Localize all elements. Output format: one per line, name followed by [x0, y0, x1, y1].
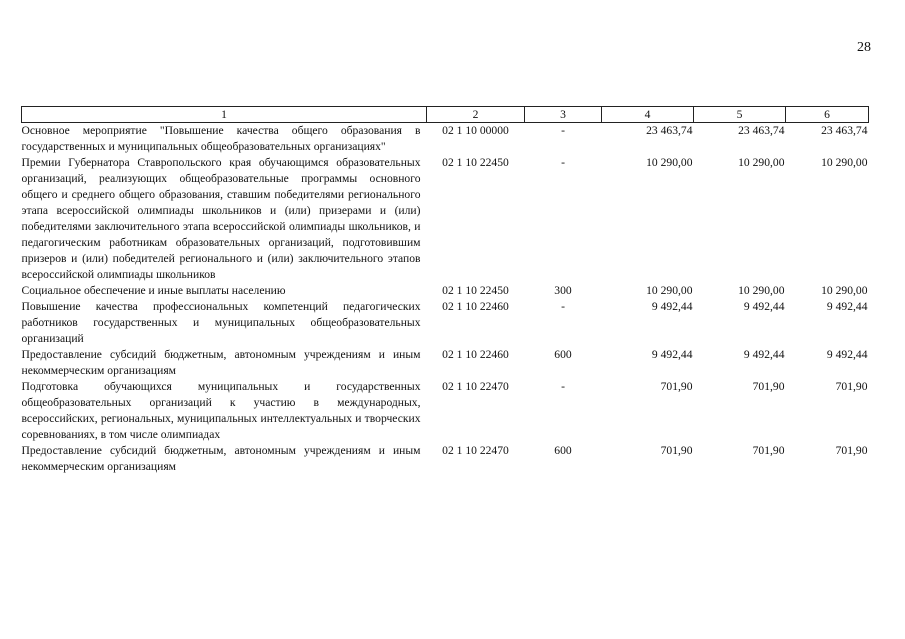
- budget-table: [21, 106, 869, 475]
- row-code: 02 1 10 22470: [442, 444, 509, 457]
- row-code: 02 1 10 00000: [442, 124, 509, 137]
- row-value-5: 701,90: [752, 444, 785, 457]
- row-value-4: 701,90: [660, 380, 693, 393]
- row-kind: -: [561, 300, 565, 313]
- row-code: 02 1 10 22460: [442, 348, 509, 361]
- row-name: Предоставление субсидий бюджетным, автономным учреждениям и иным некоммерческим организациям: [21, 348, 421, 377]
- row-kind: -: [561, 156, 565, 169]
- header-col-1: 1: [22, 107, 427, 123]
- header-col-5: 5: [694, 107, 786, 123]
- row-value-4: 10 290,00: [646, 156, 693, 169]
- row-value-6: 23 463,74: [821, 124, 868, 137]
- table-row: [22, 443, 869, 475]
- table-header: [22, 107, 869, 123]
- row-value-6: 9 492,44: [826, 300, 868, 313]
- row-name: Подготовка обучающихся муниципальных и государственных общеобразовательных организаций к участию в международных, всероссийских, региональных, муниципальных интеллектуальных и творческих соревнованиях, в том числе олимпиадах: [21, 380, 421, 441]
- row-value-5: 23 463,74: [738, 124, 785, 137]
- row-value-5: 9 492,44: [743, 300, 785, 313]
- row-value-6: 9 492,44: [826, 348, 868, 361]
- table-row: [22, 379, 869, 443]
- header-col-6: 6: [786, 107, 869, 123]
- table-row: [22, 155, 869, 283]
- table-row: [22, 123, 869, 156]
- table-row: [22, 347, 869, 379]
- row-value-6: 701,90: [835, 380, 868, 393]
- row-kind: 600: [554, 348, 572, 361]
- table-row: [22, 299, 869, 347]
- table-body: [22, 123, 869, 476]
- row-value-4: 701,90: [660, 444, 693, 457]
- row-value-5: 9 492,44: [743, 348, 785, 361]
- page-number: 28: [857, 40, 871, 55]
- row-value-5: 701,90: [752, 380, 785, 393]
- header-row: [22, 107, 869, 123]
- table-row: [22, 283, 869, 299]
- row-name: Повышение качества профессиональных компетенций педагогических работников государственных и муниципальных общеобразовательных организаций: [21, 300, 421, 345]
- row-code: 02 1 10 22460: [442, 300, 509, 313]
- row-value-4: 10 290,00: [646, 284, 693, 297]
- row-code: 02 1 10 22450: [442, 284, 509, 297]
- header-col-3: 3: [525, 107, 602, 123]
- row-value-4: 9 492,44: [651, 348, 693, 361]
- row-value-6: 701,90: [835, 444, 868, 457]
- row-name: Основное мероприятие "Повышение качества общего образования в государственных и муниципальных общеобразовательных организациях": [21, 124, 421, 153]
- row-kind: 300: [554, 284, 572, 297]
- header-col-2: 2: [427, 107, 525, 123]
- row-value-4: 9 492,44: [651, 300, 693, 313]
- row-kind: 600: [554, 444, 572, 457]
- header-col-4: 4: [602, 107, 694, 123]
- row-kind: -: [561, 380, 565, 393]
- row-name: Социальное обеспечение и иные выплаты населению: [21, 284, 286, 297]
- row-name: Премии Губернатора Ставропольского края обучающимся образовательных организаций, реализующих общеобразовательные программы основного общего и среднего общего образования, ставшим победителями регионального этапа всероссийской олимпиады школьников и (или) призерами и (или) победителями заключительного этапа всероссийской олимпиады школьников, и педагогическим работникам образовательных организаций, подготовившим призеров и (или) победителей регионального и (или) заключительного этапов всероссийской олимпиады школьников: [21, 156, 421, 281]
- row-value-4: 23 463,74: [646, 124, 693, 137]
- row-name: Предоставление субсидий бюджетным, автономным учреждениям и иным некоммерческим организациям: [21, 444, 421, 473]
- row-value-5: 10 290,00: [738, 156, 785, 169]
- row-code: 02 1 10 22450: [442, 156, 509, 169]
- row-value-6: 10 290,00: [821, 284, 868, 297]
- row-value-6: 10 290,00: [821, 156, 868, 169]
- row-code: 02 1 10 22470: [442, 380, 509, 393]
- row-value-5: 10 290,00: [738, 284, 785, 297]
- row-kind: -: [561, 124, 565, 137]
